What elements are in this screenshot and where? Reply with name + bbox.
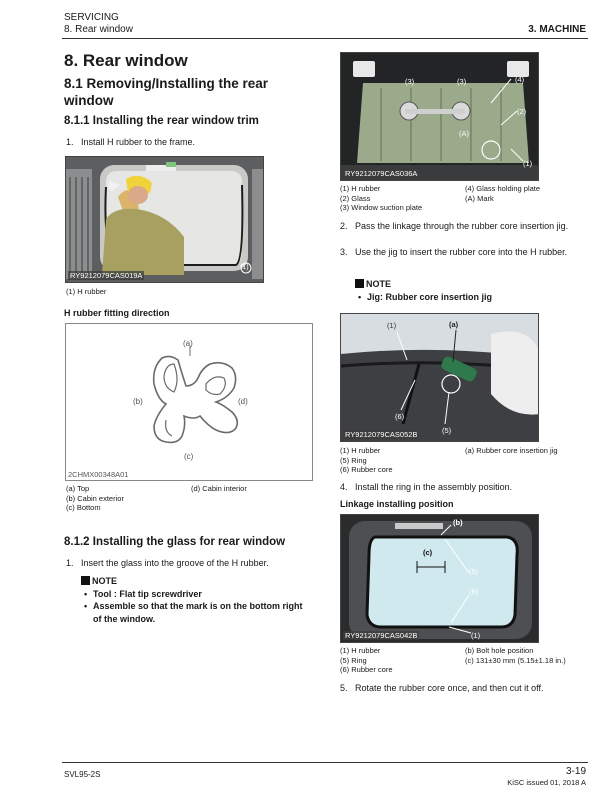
running-header <box>64 12 133 36</box>
step-2 <box>340 220 588 233</box>
subsection-heading-811: 8.1.1 Installing the rear window trim <box>64 115 259 127</box>
subsection-heading-812: 8.1.2 Installing the glass for rear window <box>64 536 286 548</box>
photo2-callout: (a) <box>449 320 459 329</box>
photo-linkage-illustration <box>341 515 539 643</box>
photo-id-label: RY9212079CAS036A <box>345 169 418 178</box>
step-text: Pass the linkage through the rubber core insertion jig. <box>355 221 569 231</box>
footer-issue: KiSC issued 01, 2018 A <box>507 778 586 787</box>
step-number: 2. <box>340 221 348 231</box>
photo3-callout: (1) <box>471 631 481 640</box>
header-section: SERVICING <box>64 12 119 23</box>
label-a: (a) <box>183 339 193 348</box>
page-number: 3-19 <box>565 766 586 777</box>
photo-h-rubber-illustration <box>66 157 264 283</box>
photo1-callout: (3) <box>405 77 415 86</box>
caption-item: (c) Bottom <box>66 503 101 512</box>
photo1-callout: (A) <box>459 129 469 138</box>
caption-item: (1) H rubber <box>340 446 381 455</box>
note-bullet: • Tool : Flat tip screwdriver <box>81 588 313 601</box>
caption-item: (1) H rubber <box>340 184 381 193</box>
photo-id-label: RY9212079CAS052B <box>345 430 418 439</box>
note-square-icon <box>81 576 90 585</box>
step-3 <box>340 246 588 259</box>
note-title-text: NOTE <box>92 576 118 586</box>
step-text: Install H rubber to the frame. <box>81 137 196 147</box>
photo-id-label: RY9212079CAS042B <box>345 631 418 640</box>
note-bullet: • Jig: Rubber core insertion jig <box>355 291 587 304</box>
photo2-callout: (6) <box>395 412 405 421</box>
caption-item: (d) Cabin interior <box>191 484 247 493</box>
caption-item: (6) Rubber core <box>340 665 393 674</box>
label-d: (d) <box>238 397 248 406</box>
photo3-callout: (6) <box>469 587 479 596</box>
h-rubber-cross-section-diagram <box>65 323 313 481</box>
caption-item: (a) Rubber core insertion jig <box>465 446 558 455</box>
caption-item: (A) Mark <box>465 193 494 203</box>
footer-model: SVL95-2S <box>64 770 101 779</box>
caption-item: (6) Rubber core <box>340 465 393 474</box>
header-divider <box>62 38 588 39</box>
photo1-callout: (1) <box>523 159 533 168</box>
photo-linkage-position <box>340 514 539 643</box>
note-title-text: NOTE <box>366 279 392 289</box>
header-chapter: 3. MACHINE <box>528 24 586 35</box>
caption-item: (b) Bolt hole position <box>465 646 534 655</box>
photo-h-rubber-install <box>65 156 264 283</box>
photo2-callout: (1) <box>387 321 397 330</box>
caption-photo-linkage <box>340 646 585 676</box>
step-number: 4. <box>340 482 348 492</box>
photo-rubber-core-jig <box>340 313 539 442</box>
callout-1: (1) <box>240 264 249 271</box>
caption-photo1: (1) H rubber <box>66 287 107 296</box>
page-title: 8. Rear window <box>64 51 188 70</box>
photo2-callout: (5) <box>442 426 452 435</box>
caption-item: (3) Window suction plate <box>340 203 423 212</box>
caption-item: (2) Glass <box>340 193 371 203</box>
caption-item: (4) Glass holding plate <box>465 184 541 193</box>
step-812-1 <box>66 557 306 570</box>
photo1-callout: (3) <box>457 77 467 86</box>
footer-divider <box>62 762 588 763</box>
note-title <box>81 575 313 588</box>
note-right <box>355 278 587 303</box>
photo1-callout: (2) <box>517 107 527 116</box>
step-number: 1. <box>66 558 74 568</box>
photo-jig-illustration <box>341 314 539 442</box>
photo-glass-illustration <box>341 53 539 181</box>
note-title <box>355 278 587 291</box>
step-text: Use the jig to insert the rubber core into the H rubber. <box>355 247 568 257</box>
step-number: 1. <box>66 137 74 147</box>
photo-glass-install <box>340 52 539 181</box>
label-c: (c) <box>184 452 194 461</box>
photo3-callout: (b) <box>453 518 463 527</box>
step-text: Rotate the rubber core once, and then cut it off. <box>355 683 544 693</box>
caption-photo-jig <box>340 446 585 476</box>
step-number: 3. <box>340 247 348 257</box>
linkage-position-heading: Linkage installing position <box>340 499 454 509</box>
photo1-callout: (4) <box>515 75 525 84</box>
step-text: Install the ring in the assembly position. <box>355 482 513 492</box>
photo-id-label: RY9212079CAS019A <box>70 271 143 280</box>
caption-item: (a) Top <box>66 484 90 493</box>
note-bullet: • Assemble so that the mark is on the bottom right of the window. <box>81 600 313 625</box>
diagram-id-label: 2CHMX00348A01 <box>68 470 129 479</box>
fitting-direction-heading: H rubber fitting direction <box>64 308 170 318</box>
photo3-callout: (c) <box>423 548 433 557</box>
caption-item: (5) Ring <box>340 655 367 665</box>
caption-item: (b) Cabin exterior <box>66 493 124 503</box>
note-square-icon <box>355 279 364 288</box>
caption-fitting <box>66 484 314 514</box>
step-811-1 <box>66 136 306 149</box>
header-subsection: 8. Rear window <box>64 24 133 35</box>
step-text: Insert the glass into the groove of the H rubber. <box>81 558 269 568</box>
caption-item: (5) Ring <box>340 455 367 465</box>
step-4 <box>340 481 588 494</box>
caption-photo-glass <box>340 184 585 214</box>
note-812 <box>81 575 313 625</box>
section-heading: 8.1 Removing/Installing the rear window <box>64 76 269 108</box>
photo3-callout: (5) <box>469 567 479 576</box>
step-5 <box>340 682 588 695</box>
caption-item: (1) H rubber <box>340 646 381 655</box>
label-b: (b) <box>133 397 143 406</box>
step-number: 5. <box>340 683 348 693</box>
caption-item: (c) 131±30 mm (5.15±1.18 in.) <box>465 655 566 665</box>
